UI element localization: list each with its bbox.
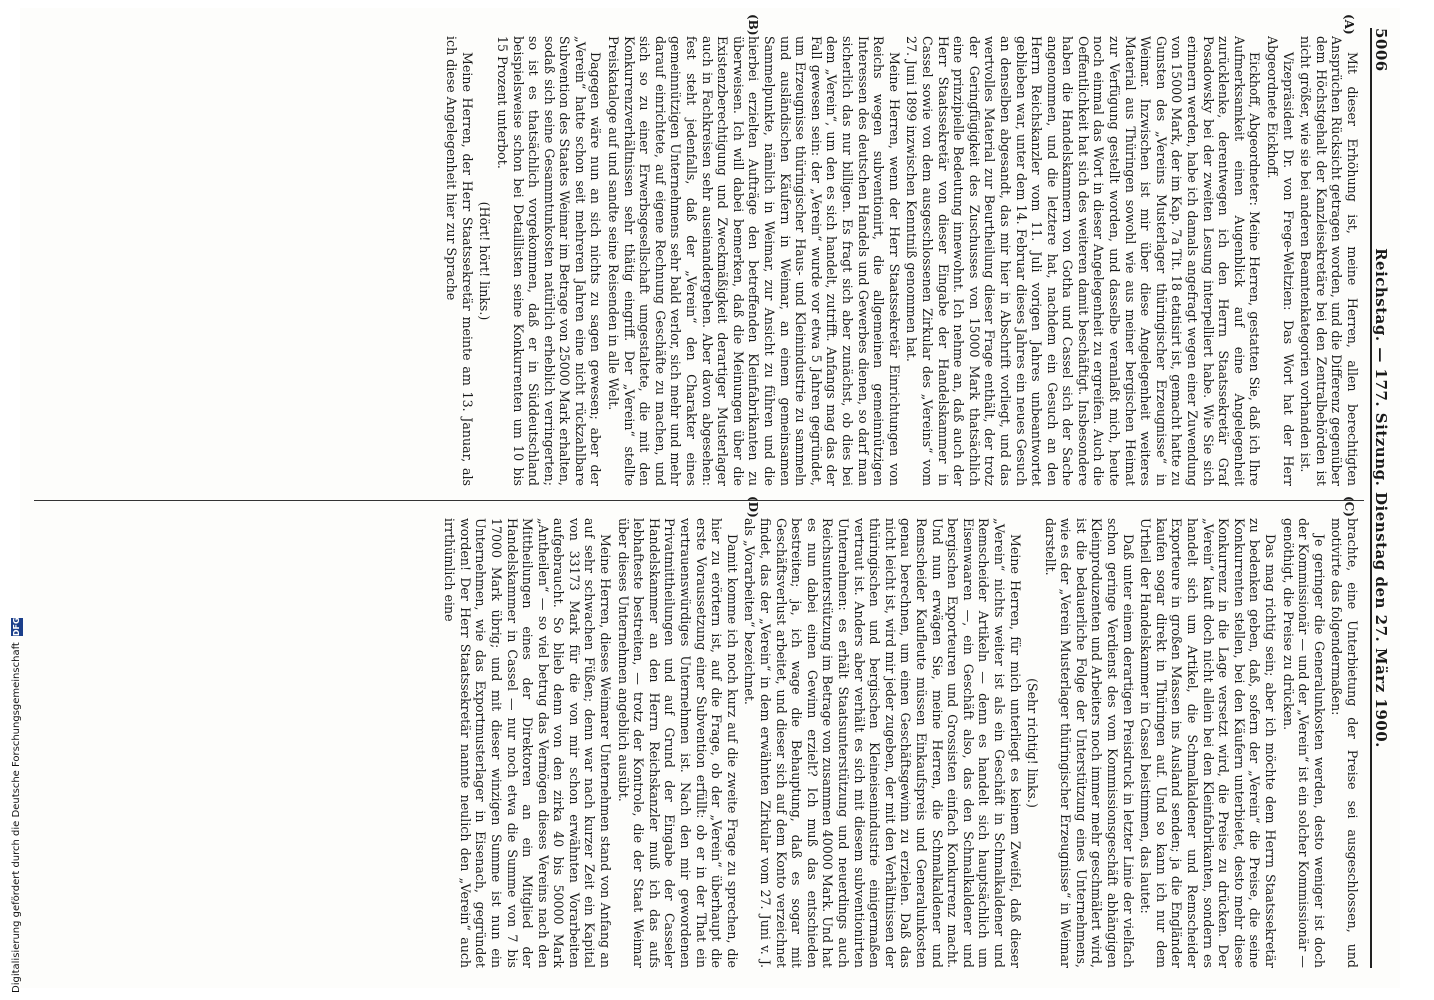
margin-marker-c: (C) xyxy=(1342,496,1356,517)
interjection: (Sehr richtig! links.) xyxy=(1025,678,1041,808)
quote: Daß unter einem derartigen Preisdruck in letzter Linie der vielfach schon geringe Verdienst des vom Kommissionsgeschäft abhängigen Kleinproduzenten und Arbeiters noch immer mehr geschmälert wird, ist die bedauerliche Folge der Unterstützung eines Unternehmens, wie es der „Verein Musterlager thüringischer Erzeugnisse“ in Weimar darstellt. xyxy=(1042,518,1136,968)
paragraph: Meine Herren, der Herr Staatssekretär meinte am 13. Januar, als ich diese Angelegenheit hier zur Sprache xyxy=(444,36,475,486)
digitization-credit xyxy=(2,8,24,998)
page-title: Reichstag. — 177. Sitzung. Dienstag den 27. März 1900. xyxy=(1372,248,1390,748)
column-divider xyxy=(34,500,1364,501)
dfg-logo: DFG xyxy=(12,617,21,637)
paragraph: Meine Herren, wenn der Herr Staatssekretär Einrichtungen von Reichs wegen subventionirt, die allgemeinen gemeinnützigen Interessen des deutschen Handels und Gewerbes dienen, so darf man sicherlich das nur billigen. Es fragt sich aber zunächst, ob dies bei dem „Verein“, um den es sich handelt, zutrifft. Anfangs mag das der Fall gewesen sein: der „Verein“ wurde vor etwa 5 Jahren gegründet, um Erzeugnisse thüringischer Haus- und Kleinindustrie zu sammeln und ausländischen Käufern in Weimar, an einem gemeinsamen Sammelpunkte, nämlich in Weimar, zur Ansicht zu führen und die hierbei erzielten Aufträge den betreffenden Kleinfabrikanten zu überweisen. Ich will dabei bemerken, daß die Meinungen über die Existenzberechtigung und Zweckmäßigkeit derartiger Musterlager auch in Fachkreisen sehr auseinandergehen. Aber davon abgesehen: fest steht jedenfalls, daß der „Verein“ den Charakter eines gemeinnützigen Unternehmens sehr bald verlor, sich mehr und mehr darauf einrichtete, auf eigene Rechnung Geschäfte zu machen, und sich so zu einer Erwerbsgesellschaft umgestaltete, die mit den Konkurrenzverhältnissen sehr thätig eingriff. Der „Verein“ stellte Preiskataloge auf und sandte seine Reisenden in alle Welt. xyxy=(606,36,902,486)
paragraph: Dagegen wäre nun an sich nichts zu sagen gewesen; aber der „Verein“ hatte schon seit mehreren Jahren eine nicht rückzahlbare Subvention des Staates Weimar im Betrage von 25000 Mark erhalten, sodaß sich seine Gesammtunkosten natürlich erheblich verringerten; so ist es thatsächlich vorgekommen, daß er in Süddeutschland beispielsweise schon bei Detaillisten seine Konkurrenten um 10 bis 15 Prozent unterbot. xyxy=(494,36,604,486)
paragraph: Das mag richtig sein; aber ich möchte dem Herrn Staatssekretär zu bedenken geben, daß, sofern der „Verein“ die Preise, die seine Konkurrenten stellen, bei den Käufern unterbietet, desto mehr diese Konkurrenz in die Lage versetzt wird, die Preise zu drücken. Der „Verein“ kauft doch nicht allein bei den Kleinfabrikanten, sondern es handelt sich um Artikel, die Schmalkaldener und Remscheider Exporteure in großen Massen ins Ausland senden; ja die Engländer kaufen sogar direkt in Thüringen auf. Und so kann ich nur dem Urtheil der Handelskammer in Cassel beistimmen, das lautet: xyxy=(1138,518,1279,968)
quote: Je geringer die Generalunkosten werden, desto weniger ist doch der Kommissionär — und der „Verein“ ist ein solcher Kommissionär — genöthigt, die Preise zu drücken. xyxy=(1280,518,1327,968)
page-header xyxy=(1370,28,1394,968)
paragraph: brachte, eine Unterbietung der Preise sei ausgeschlossen, und motivirte das folgendermaßen: xyxy=(1329,518,1360,968)
paragraph: Eickhoff, Abgeordneter: Meine Herren, gestatten Sie, daß ich Ihre Aufmerksamkeit einen Augenblick auf eine Angelegenheit zurücklenke, derentwegen ich den Herrn Staatssekretär Graf Posadowsky bei der zweiten Lesung interpelliert habe. Wie Sie sich erinnern werden, habe ich damals angefragt wegen einer Zuwendung von 15000 Mark, der im Kap. 7a Tit. 18 etatisirt ist, gemacht hatte zu Gunsten des „Vereins Musterlager thüringischer Erzeugnisse“ in Weimar. Inzwischen ist mir über diese Angelegenheit weiteres Material aus Thüringen sowohl wie aus meiner bergischen Heimat zur Verfügung gestellt worden, und dasselbe veranlaßt mich, heute noch einmal das Wort in dieser Angelegenheit zu ergreifen. Auch die Oeffentlichkeit hat sich des weiteren damit beschäftigt. Insbesondere haben die Handelskammern von Gotha und Cassel sich der Sache angenommen, und die letztere hat, nachdem ein Gesuch an den Herrn Reichskanzler vom 11. Juli vorigen Jahres unbeantwortet geblieben war, unter dem 14. Februar dieses Jahres ein neues Gesuch an denselben abgesandt, das mir hier in Abschrift vorliegt, und das wertvolles Material zur Beurtheilung dieser Frage enthält, der trotz der Geringfügigkeit des Zuschusses von 15000 Mark thatsächlich eine prinzipielle Bedeutung innewohnt. Ich nehme an, daß auch der Herr Staatssekretär von dieser Eingabe der Handelskammer in Cassel sowie von dem ausgeschlossenen Zirkular des „Vereins“ vom 27. Juni 1899 inzwischen Kenntniß genommen hat. xyxy=(904,36,1263,486)
margin-marker-d: (D) xyxy=(746,496,760,518)
paragraph: Mit dieser Erhöhung ist, meine Herren, allen berechtigten Ansprüchen Rücksicht getragen worden, und die Differenz gegenüber dem Höchstgehalt der Kanzleisekretäre bei den Zentralbehörden ist nicht größer, wie sie bei anderen Beamtenkategorien vorhanden ist. xyxy=(1298,36,1360,486)
page-number: 5006 xyxy=(1372,28,1390,72)
credit-text: Digitalisierung gefördert durch die Deutsche Forschungsgemeinschaft xyxy=(11,642,22,993)
paragraph: Meine Herren, für mich unterliegt es keinem Zweifel, daß dieser „Verein“ nichts weiter ist als ein Geschäft in Schmalkaldener und Remscheider Artikeln — denn es handelt sich hauptsächlich um Eisenwaaren —, ein Geschäft also, das den Schmalkaldener und bergischen Exporteuren und Grossisten einfach Konkurrenz macht. Und nun erwägen Sie, meine Herren, die Schmalkaldener und Remscheider Kaufleute müssen Einkaufspreis und Generalunkosten genau berechnen, um einen Geschäftsgewinn zu erzielen. Daß das nicht leicht ist, wird mir jeder zugeben, der mit den Verhältnissen der thüringischen und bergischen Kleineisenindustrie einigermaßen vertraut ist. Anders aber verhält es sich mit diesem subventionirten Unternehmen: es erhält Staatsunterstützung und neuerdings auch Reichsunterstützung im Betrage von zusammen 40000 Mark. Und hat es nun dabei einen Gewinn erzielt? Ich muß das entschieden bestreiten; ja, ich wage die Behauptung, daß es sogar mit Geschäftsverlust arbeitet, und dieser sich auf dem Konto verzeichnet findet, das der „Verein“ in dem erwähnten Zirkular vom 27. Juni v. J. als „Vorarbeiten“ bezeichnet. xyxy=(742,518,1023,968)
left-column xyxy=(40,36,1360,486)
right-column xyxy=(40,518,1360,968)
margin-marker-a: (A) xyxy=(1342,14,1356,35)
margin-marker-b: (B) xyxy=(746,14,760,36)
rotated-page xyxy=(20,8,1400,988)
paragraph: Damit komme ich noch kurz auf die zweite Frage zu sprechen, die hier zu erörtern ist, auf die Frage, ob der „Verein“ überhaupt die erste Voraussetzung einer Subvention erfüllt: ob er in der That ein vertrauenswürdiges Unternehmen ist. Nach den mir gewordenen Privatmittheilungen und auf Grund der Eingabe der Casseler Handelskammer an den Herrn Reichskanzler muß ich das aufs lebhafteste bestreiten, — trotz der Kontrole, die der Staat Weimar über dieses Unternehmen angeblich ausübt. xyxy=(615,518,740,968)
interjection: (Hört! hört! links.) xyxy=(477,201,493,321)
paragraph: Vizepräsident Dr. von Frege-Weltzien: Das Wort hat der Herr Abgeordnete Eickhoff. xyxy=(1265,36,1296,486)
paragraph: Meine Herren, dieses Weimarer Unternehmen stand von Anfang an auf sehr schwachen Füßen; denn war nach kurzer Zeit ein Kapital von 33173 Mark für die von mir schon erwähnten Vorarbeiten aufgebraucht. So blieb denn von den zirka 40 bis 50000 Mark „Antheilen“ — so viel betrug das Vermögen dieses Vereins nach den Mittheilungen eines der Direktoren an ein Mitglied der Handelskammer in Cassel — nur noch etwa die Summe von 7 bis 17000 Mark übrig; und mit dieser winzigen Summe ist nun ein Unternehmen, wie das Exportmusterlager in Eisenach, gegründet worden! Der Herr Staatssekretär nannte neulich den „Verein“ auch irrthümlich eine xyxy=(442,518,614,968)
